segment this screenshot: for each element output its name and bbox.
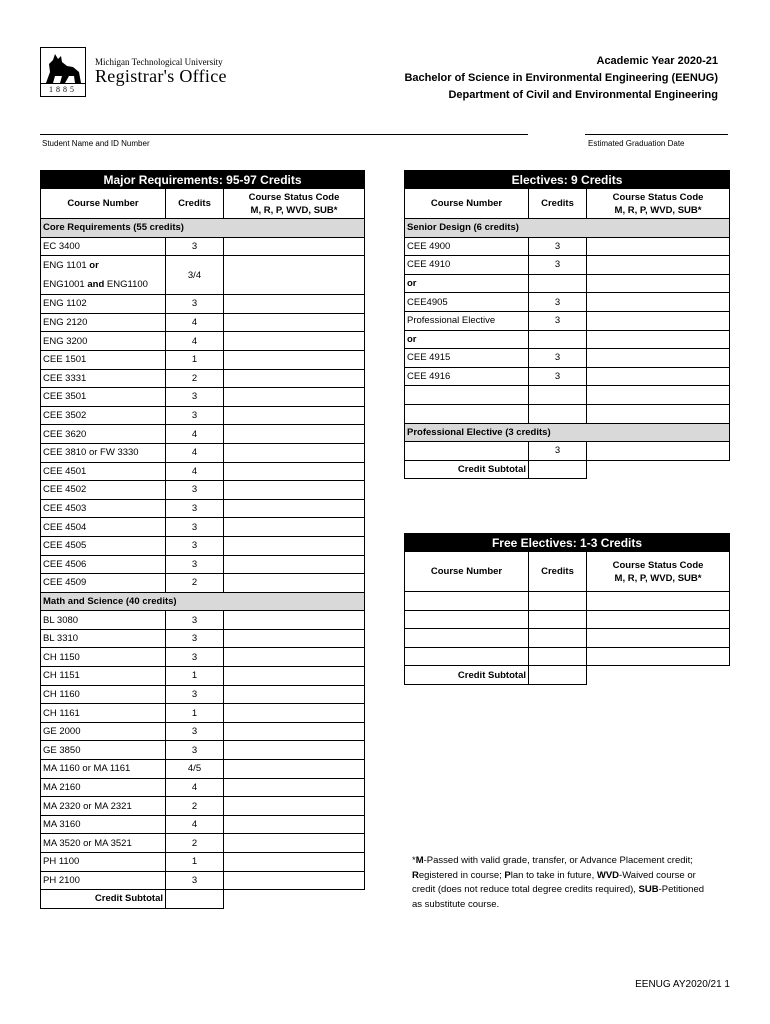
subtotal-input[interactable] [166, 890, 224, 909]
credits-cell: 2 [166, 834, 224, 853]
status-input[interactable] [224, 685, 365, 704]
credits-cell: 4/5 [166, 760, 224, 779]
status-input[interactable] [587, 330, 730, 349]
table-row [41, 350, 365, 369]
table-row [41, 256, 365, 295]
course-cell: MA 1160 or MA 1161 [41, 760, 166, 779]
status-input[interactable] [224, 704, 365, 723]
status-input[interactable] [224, 555, 365, 574]
electives-title: Electives: 9 Credits [405, 171, 730, 189]
credits-input[interactable] [529, 592, 587, 611]
col-credits: Credits [529, 189, 587, 219]
department-name: Department of Civil and Environmental Engineering [448, 89, 718, 101]
professional-elective-title: Professional Elective (3 credits) [405, 423, 730, 442]
major-requirements-table [40, 170, 365, 909]
graduation-date-label: Estimated Graduation Date [588, 139, 685, 148]
table-row [405, 592, 730, 611]
student-name-label: Student Name and ID Number [42, 139, 150, 148]
academic-year: Academic Year 2020-21 [596, 55, 718, 67]
status-input[interactable] [224, 834, 365, 853]
graduation-date-line[interactable] [585, 134, 728, 135]
status-input[interactable] [224, 388, 365, 407]
table-row [41, 536, 365, 555]
credits-cell: 4 [166, 443, 224, 462]
status-input[interactable] [587, 404, 730, 423]
table-row [41, 369, 365, 388]
credits-cell: 3 [166, 499, 224, 518]
credits-cell: 3 [166, 518, 224, 537]
status-input[interactable] [587, 237, 730, 256]
university-name: Michigan Technological University [95, 57, 223, 67]
table-row [41, 815, 365, 834]
table-row [41, 332, 365, 351]
course-cell: PH 2100 [41, 871, 166, 890]
credits-input[interactable] [529, 404, 587, 423]
credits-input[interactable] [529, 647, 587, 666]
status-input[interactable] [224, 797, 365, 816]
table-row [405, 237, 730, 256]
credits-input[interactable] [529, 610, 587, 629]
status-input[interactable] [224, 332, 365, 351]
credits-cell: 3 [166, 611, 224, 630]
table-row [41, 462, 365, 481]
table-row [41, 667, 365, 686]
credits-cell: 3 [166, 629, 224, 648]
status-input[interactable] [224, 256, 365, 295]
credits-cell: 4 [166, 778, 224, 797]
status-input[interactable] [224, 425, 365, 444]
course-cell: or [405, 330, 529, 349]
course-cell: CEE 4916 [405, 367, 529, 386]
course-input[interactable] [405, 404, 529, 423]
table-row [41, 388, 365, 407]
credits-cell: 4 [166, 462, 224, 481]
status-input[interactable] [587, 629, 730, 648]
status-input[interactable] [224, 295, 365, 314]
table-row [41, 797, 365, 816]
credits-cell: 3 [166, 741, 224, 760]
table-row [405, 442, 730, 461]
table-row [405, 311, 730, 330]
electives-table [404, 170, 730, 479]
course-cell: CEE 4910 [405, 256, 529, 275]
course-cell: BL 3080 [41, 611, 166, 630]
office-name: Registrar's Office [95, 66, 227, 86]
course-cell: CEE 4506 [41, 555, 166, 574]
status-input[interactable] [224, 871, 365, 890]
credits-cell: 3 [529, 442, 587, 461]
credits-cell: 4 [166, 815, 224, 834]
credits-cell: 3 [529, 256, 587, 275]
course-input[interactable] [405, 386, 529, 405]
status-input[interactable] [587, 610, 730, 629]
table-row [41, 648, 365, 667]
course-cell: CEE 4502 [41, 481, 166, 500]
status-input[interactable] [224, 237, 365, 256]
status-input[interactable] [224, 629, 365, 648]
status-input[interactable] [224, 648, 365, 667]
status-input[interactable] [587, 274, 730, 293]
course-cell: CH 1160 [41, 685, 166, 704]
course-cell: ENG 3200 [41, 332, 166, 351]
credits-cell: 3 [166, 536, 224, 555]
student-name-line[interactable] [40, 134, 528, 135]
status-input[interactable] [587, 293, 730, 312]
table-row [405, 367, 730, 386]
table-row [41, 611, 365, 630]
credits-cell: 3 [529, 349, 587, 368]
course-cell: CEE 3331 [41, 369, 166, 388]
credits-cell: 3 [166, 406, 224, 425]
status-input[interactable] [224, 518, 365, 537]
status-input[interactable] [587, 367, 730, 386]
course-cell: CEE 3620 [41, 425, 166, 444]
course-cell: GE 2000 [41, 722, 166, 741]
credits-cell: 4 [166, 313, 224, 332]
senior-design-title: Senior Design (6 credits) [405, 219, 730, 238]
table-row [41, 871, 365, 890]
table-row [41, 574, 365, 593]
credits-cell: 2 [166, 369, 224, 388]
col-status: Course Status Code M, R, P, WVD, SUB* [587, 189, 730, 219]
major-title: Major Requirements: 95-97 Credits [41, 171, 365, 189]
status-input[interactable] [224, 350, 365, 369]
status-input[interactable] [587, 592, 730, 611]
status-input[interactable] [224, 815, 365, 834]
status-input[interactable] [587, 256, 730, 275]
credits-cell: 2 [166, 797, 224, 816]
course-cell: BL 3310 [41, 629, 166, 648]
subtotal-label: Credit Subtotal [405, 460, 529, 479]
course-cell: CEE 4501 [41, 462, 166, 481]
course-cell: CEE 4504 [41, 518, 166, 537]
table-row [41, 237, 365, 256]
course-cell: CEE 4915 [405, 349, 529, 368]
course-cell: EC 3400 [41, 237, 166, 256]
credits-cell: 3 [529, 311, 587, 330]
status-input[interactable] [587, 647, 730, 666]
status-input[interactable] [224, 853, 365, 872]
course-cell: CEE 4503 [41, 499, 166, 518]
credits-cell: 3 [166, 388, 224, 407]
table-row [41, 481, 365, 500]
status-input[interactable] [224, 778, 365, 797]
subtotal-row [41, 890, 365, 909]
status-input[interactable] [224, 722, 365, 741]
credits-cell: 3 [529, 367, 587, 386]
status-input[interactable] [587, 311, 730, 330]
status-input[interactable] [224, 443, 365, 462]
university-logo [40, 47, 86, 97]
credits-cell: 2 [166, 574, 224, 593]
credits-cell: 3 [166, 481, 224, 500]
table-row [405, 256, 730, 275]
document-heading [404, 53, 718, 104]
table-row [405, 330, 730, 349]
course-input[interactable] [405, 610, 529, 629]
table-row [405, 386, 730, 405]
course-cell: or [405, 274, 529, 293]
status-input[interactable] [224, 536, 365, 555]
course-cell: CEE 3502 [41, 406, 166, 425]
status-input[interactable] [224, 574, 365, 593]
subtotal-row [405, 666, 730, 685]
status-input[interactable] [224, 481, 365, 500]
table-row [405, 274, 730, 293]
subtotal-label: Credit Subtotal [405, 666, 529, 685]
table-row [41, 443, 365, 462]
table-row [405, 629, 730, 648]
credits-cell [529, 274, 587, 293]
course-cell: GE 3850 [41, 741, 166, 760]
credits-cell: 1 [166, 853, 224, 872]
credits-cell: 3 [166, 685, 224, 704]
credits-cell: 3 [529, 237, 587, 256]
free-electives-table [404, 533, 730, 685]
credits-cell: 4 [166, 332, 224, 351]
status-input[interactable] [587, 442, 730, 461]
status-input[interactable] [224, 462, 365, 481]
credits-cell: 3 [166, 722, 224, 741]
col-credits: Credits [166, 189, 224, 219]
course-cell: CEE 4509 [41, 574, 166, 593]
credits-cell: 3/4 [166, 256, 224, 295]
status-input[interactable] [224, 760, 365, 779]
course-input[interactable] [405, 442, 529, 461]
degree-title: Bachelor of Science in Environmental Engineering (EENUG) [404, 72, 718, 84]
credits-cell: 1 [166, 350, 224, 369]
credits-cell: 4 [166, 425, 224, 444]
table-row [41, 295, 365, 314]
table-row [41, 834, 365, 853]
status-input[interactable] [224, 741, 365, 760]
table-row [41, 313, 365, 332]
table-row [405, 404, 730, 423]
logo-year: 1885 [41, 83, 85, 96]
status-input[interactable] [224, 369, 365, 388]
table-row [41, 704, 365, 723]
table-row [41, 853, 365, 872]
status-input[interactable] [224, 611, 365, 630]
table-row [41, 722, 365, 741]
credits-cell [529, 330, 587, 349]
table-row [405, 610, 730, 629]
credits-cell: 3 [166, 648, 224, 667]
status-input[interactable] [224, 313, 365, 332]
status-input[interactable] [587, 349, 730, 368]
free-electives-title: Free Electives: 1-3 Credits [405, 534, 730, 552]
course-cell: ENG 1102 [41, 295, 166, 314]
status-input[interactable] [224, 406, 365, 425]
course-cell: CEE 3501 [41, 388, 166, 407]
table-row [41, 406, 365, 425]
col-credits: Credits [529, 552, 587, 592]
subtotal-row [405, 460, 730, 479]
credits-cell: 3 [529, 293, 587, 312]
credits-cell: 3 [166, 295, 224, 314]
course-cell: CEE 4505 [41, 536, 166, 555]
course-cell: ENG 2120 [41, 313, 166, 332]
table-row [405, 349, 730, 368]
credits-cell: 1 [166, 704, 224, 723]
course-input[interactable] [405, 629, 529, 648]
course-input[interactable] [405, 647, 529, 666]
course-cell: CEE 3810 or FW 3330 [41, 443, 166, 462]
course-cell: CEE 4900 [405, 237, 529, 256]
course-cell: CEE 1501 [41, 350, 166, 369]
table-row [41, 778, 365, 797]
status-input[interactable] [587, 386, 730, 405]
table-row [41, 499, 365, 518]
credits-cell: 3 [166, 237, 224, 256]
husky-icon [43, 50, 83, 84]
course-cell: ENG 1101 or ENG1001 and ENG1100 [41, 256, 166, 295]
subtotal-label: Credit Subtotal [41, 890, 166, 909]
credits-cell: 1 [166, 667, 224, 686]
col-course-number: Course Number [405, 189, 529, 219]
col-status: Course Status Code M, R, P, WVD, SUB* [224, 189, 365, 219]
course-cell: MA 3520 or MA 3521 [41, 834, 166, 853]
status-input[interactable] [224, 667, 365, 686]
table-row [41, 760, 365, 779]
subtotal-input[interactable] [529, 666, 587, 685]
status-code-legend: *M-Passed with valid grade, transfer, or Advance Placement credit; Registered in course; Plan to take in future, WVD-Waived course or credit (does not reduce total degree credits required), SUB-Petitioned as substitute course. [412, 855, 705, 910]
table-row [41, 741, 365, 760]
course-cell: CH 1150 [41, 648, 166, 667]
credits-input[interactable] [529, 629, 587, 648]
subtotal-input[interactable] [529, 460, 587, 479]
course-cell: MA 2320 or MA 2321 [41, 797, 166, 816]
credits-cell: 3 [166, 871, 224, 890]
table-row [405, 293, 730, 312]
course-cell: CH 1161 [41, 704, 166, 723]
table-row [405, 647, 730, 666]
status-input[interactable] [224, 499, 365, 518]
core-section-title: Core Requirements (55 credits) [41, 219, 365, 238]
course-cell: CH 1151 [41, 667, 166, 686]
credits-input[interactable] [529, 386, 587, 405]
course-cell: CEE4905 [405, 293, 529, 312]
col-status: Course Status Code M, R, P, WVD, SUB* [587, 552, 730, 592]
course-cell: MA 2160 [41, 778, 166, 797]
course-input[interactable] [405, 592, 529, 611]
col-course-number: Course Number [41, 189, 166, 219]
credits-cell: 3 [166, 555, 224, 574]
table-row [41, 629, 365, 648]
page-footer: EENUG AY2020/21 1 [635, 979, 730, 990]
col-course-number: Course Number [405, 552, 529, 592]
course-cell: MA 3160 [41, 815, 166, 834]
table-row [41, 685, 365, 704]
table-row [41, 518, 365, 537]
course-cell: PH 1100 [41, 853, 166, 872]
course-cell: Professional Elective [405, 311, 529, 330]
table-row [41, 555, 365, 574]
math-section-title: Math and Science (40 credits) [41, 592, 365, 611]
table-row [41, 425, 365, 444]
